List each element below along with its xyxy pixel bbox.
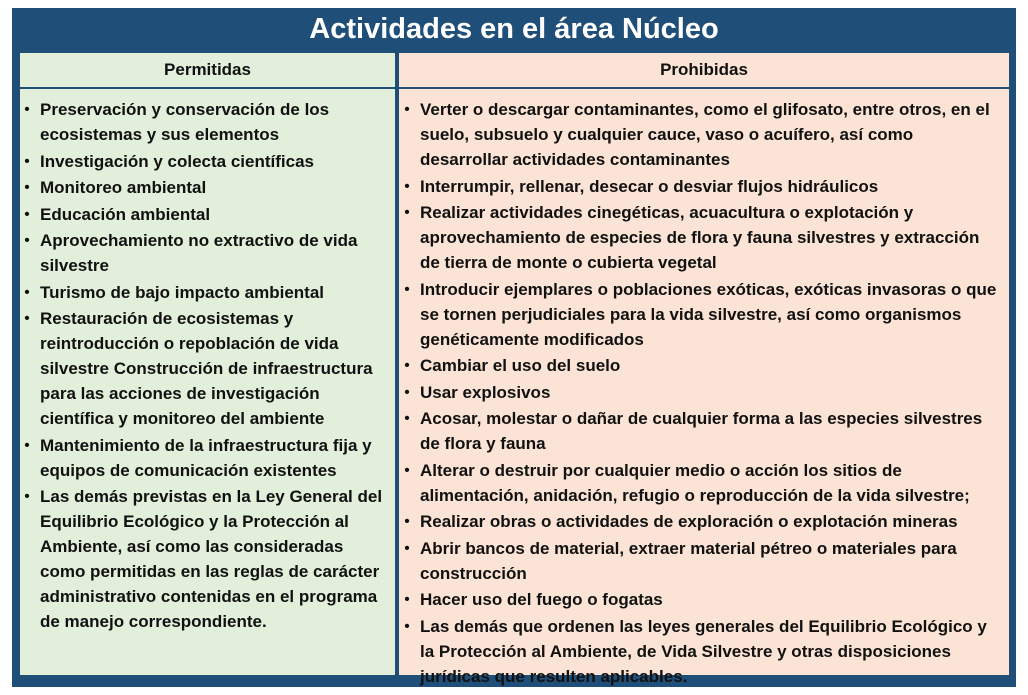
permitted-item-text: Aprovechamiento no extractivo de vida silvestre (40, 231, 358, 275)
prohibited-item (404, 200, 1003, 275)
permitted-item-text: Turismo de bajo impacto ambiental (40, 282, 325, 302)
prohibited-item-text: Cambiar el uso del suelo (420, 356, 621, 375)
prohibited-item (404, 97, 1003, 172)
prohibited-column (399, 89, 1009, 686)
permitted-item-text: Investigación y colecta científicas (40, 151, 315, 171)
prohibited-item (404, 536, 1003, 586)
bullet-icon: • (24, 310, 30, 327)
permitted-item (24, 306, 387, 431)
permitted-list (20, 89, 395, 634)
permitted-column (20, 89, 395, 675)
permitted-item (24, 202, 387, 227)
bullet-icon: • (404, 101, 410, 118)
prohibited-item (404, 353, 1003, 378)
permitted-header: Permitidas (20, 53, 395, 87)
prohibited-item-text: Acosar, molestar o dañar de cualquier forma a las especies silvestres de flora y fauna (420, 409, 983, 453)
permitted-item (24, 97, 387, 147)
permitted-item (24, 280, 387, 305)
bullet-icon: • (24, 205, 30, 223)
prohibited-item (404, 277, 1003, 352)
bullet-icon: • (404, 513, 410, 530)
bullet-icon: • (404, 461, 410, 479)
bullet-icon: • (24, 232, 30, 249)
permitted-item (24, 149, 387, 174)
prohibited-item-text: Verter o descargar contaminantes, como el glifosato, entre otros, en el suelo, subsuelo y cualquier cauce, vaso o acuífero, así como desarrollar actividades contaminantes (420, 100, 990, 169)
bullet-icon: • (404, 539, 410, 557)
prohibited-item (404, 174, 1003, 199)
permitted-item (24, 433, 387, 483)
bullet-icon: • (404, 383, 410, 401)
permitted-item-text: Mantenimiento de la infraestructura fija y equipos de comunicación existentes (40, 435, 372, 480)
bullet-icon: • (24, 101, 30, 118)
prohibited-item-text: Usar explosivos (420, 382, 551, 402)
bullet-icon: • (24, 283, 30, 301)
prohibited-item (404, 614, 1003, 689)
permitted-item-text: Monitoreo ambiental (40, 178, 207, 197)
bullet-icon: • (24, 152, 30, 170)
permitted-item-text: Educación ambiental (40, 204, 211, 224)
prohibited-item-text: Introducir ejemplares o poblaciones exóticas, exóticas invasoras o que se tornen perjudiciales para la vida silvestre, así como organismos genéticamente modificados (420, 279, 997, 349)
prohibited-item-text: Hacer uso del fuego o fogatas (420, 590, 663, 609)
permitted-item-text: Las demás previstas en la Ley General del Equilibrio Ecológico y la Protección al Ambiente, así como las consideradas como permitidas en las reglas de carácter administrativo contenidas en el programa de manejo correspondiente. (40, 487, 383, 631)
prohibited-item (404, 458, 1003, 508)
prohibited-item-text: Las demás que ordenen las leyes generales del Equilibrio Ecológico y la Protección al Ambiente, de Vida Silvestre y otras disposiciones jurídicas que resulten aplicables. (420, 616, 987, 686)
prohibited-item (404, 380, 1003, 405)
bullet-icon: • (24, 179, 30, 196)
bullet-icon: • (404, 410, 410, 427)
prohibited-list (399, 89, 1009, 689)
permitted-item-text: Restauración de ecosistemas y reintroducción o repoblación de vida silvestre Construcción de infraestructura para las acciones de investigación científica y monitoreo del ambiente (40, 309, 373, 428)
prohibited-header: Prohibidas (399, 53, 1009, 87)
prohibited-item-text: Realizar actividades cinegéticas, acuacultura o explotación y aprovechamiento de especies de flora y fauna silvestres y extracción de tierra de monte o cubierta vegetal (420, 203, 980, 272)
permitted-item (24, 484, 387, 634)
bullet-icon: • (404, 591, 410, 608)
bullet-icon: • (24, 488, 30, 505)
bullet-icon: • (404, 204, 410, 221)
bullet-icon: • (24, 436, 30, 454)
bullet-icon: • (404, 357, 410, 374)
prohibited-item (404, 406, 1003, 456)
permitted-item (24, 175, 387, 200)
prohibited-item-text: Abrir bancos de material, extraer material pétreo o materiales para construcción (420, 538, 957, 583)
activities-table (12, 8, 1016, 687)
prohibited-item-text: Realizar obras o actividades de exploración o explotación mineras (420, 512, 958, 531)
table-title: Actividades en el área Núcleo (309, 13, 719, 45)
prohibited-item-text: Interrumpir, rellenar, desecar o desviar flujos hidráulicos (420, 176, 879, 196)
prohibited-item-text: Alterar o destruir por cualquier medio o acción los sitios de alimentación, anidación, refugio o reproducción de la vida silvestre; (420, 460, 970, 505)
bullet-icon: • (404, 280, 410, 298)
bullet-icon: • (404, 177, 410, 195)
permitted-item-text: Preservación y conservación de los ecosistemas y sus elementos (40, 100, 330, 144)
prohibited-item (404, 509, 1003, 534)
permitted-item (24, 228, 387, 278)
bullet-icon: • (404, 617, 410, 635)
prohibited-item (404, 587, 1003, 612)
